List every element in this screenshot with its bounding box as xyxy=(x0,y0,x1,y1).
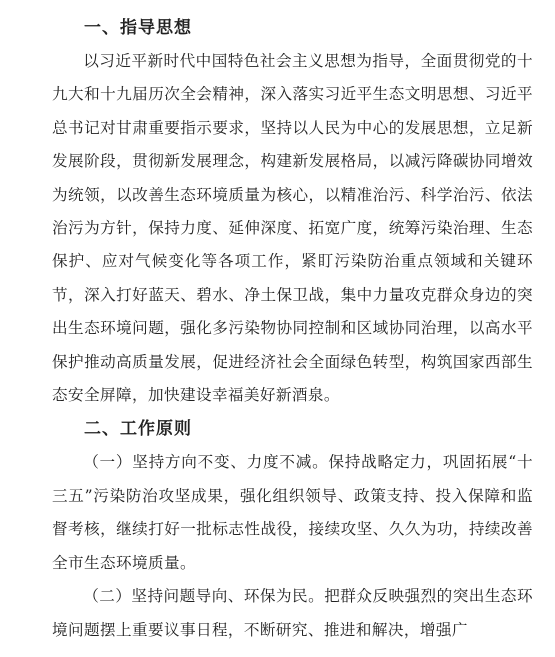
guiding-ideology-paragraph: 以习近平新时代中国特色社会主义思想为指导，全面贯彻党的十九大和十九届历次全会精神，深入落实习近平生态文明思想、习近平总书记对甘肃重要指示要求，坚持以人民为中心的发展思想，立足新发展阶段，贯彻新发展理念，构建新发展格局，以减污降碳协同增效为统领，以改善生态环境质量为核心，以精准治污、科学治污、依法治污为方针，保持力度、延伸深度、拓宽广度，统筹污染治理、生态保护、应对气候变化等各项工作，紧盯污染防治重点领域和关键环节，深入打好蓝天、碧水、净土保卫战，集中力量攻克群众身边的突出生态环境问题，强化多污染物协同控制和区域协同治理，以高水平保护推动高质量发展，促进经济社会全面绿色转型，构筑国家西部生态安全屏障，加快建设幸福美好新酒泉。 xyxy=(52,52,533,405)
section-heading-work-principles: 二、工作原则 xyxy=(84,419,192,440)
principle-paragraph-2: （二）坚持问题导向、环保为民。把群众反映强烈的突出生态环境问题摆上重要议事日程，不断研究、推进和解决，增强广 xyxy=(52,587,533,639)
section-heading-guiding-ideology: 一、指导思想 xyxy=(84,18,192,38)
principle-paragraph-1: （一）坚持方向不变、力度不减。保持战略定力，巩固拓展“十三五”污染防治攻坚成果，强化组织领导、政策支持、投入保障和监督考核，继续打好一批标志性战役，接续攻坚、久久为功，持续改善全市生态环境质量。 xyxy=(52,453,533,572)
